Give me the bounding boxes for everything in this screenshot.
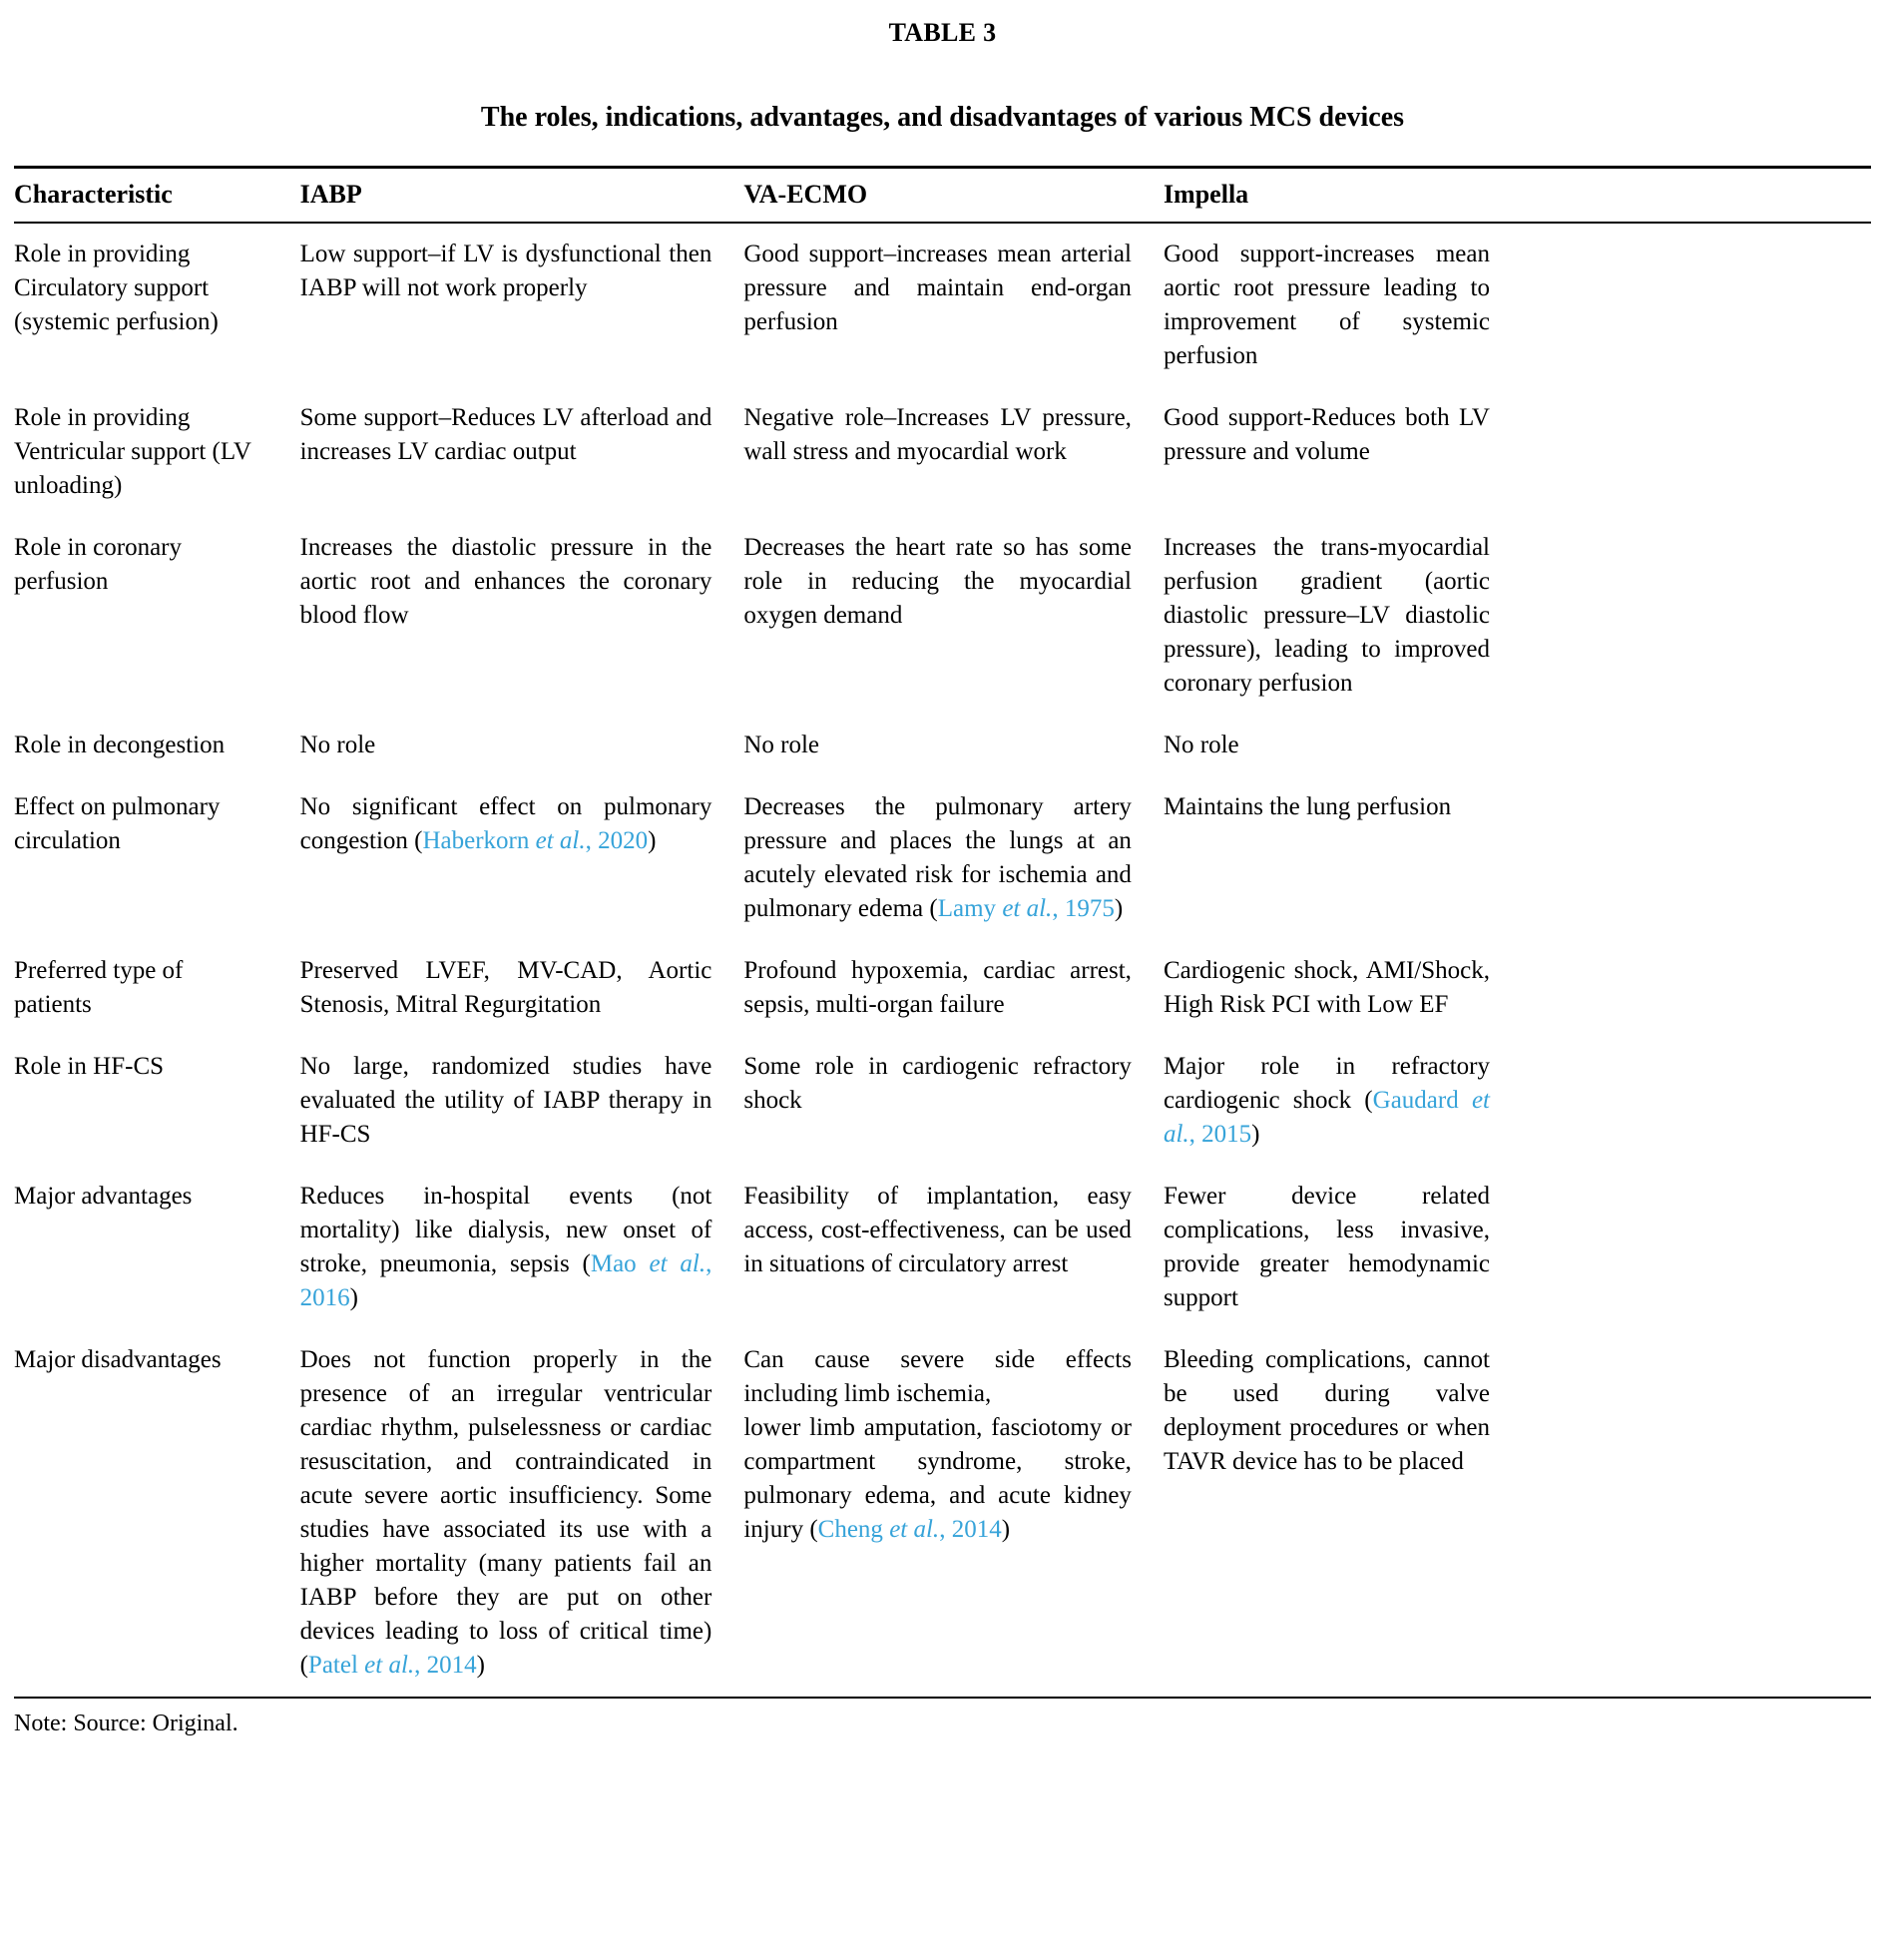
citation-link[interactable]: Lamy bbox=[937, 895, 1003, 923]
cell-va-ecmo: Profound hypoxemia, cardiac arrest, sepsis, multi-organ failure bbox=[743, 957, 1132, 1019]
citation-link[interactable]: Haberkorn bbox=[422, 827, 536, 855]
cell-characteristic: Role in HF-CS bbox=[14, 1053, 165, 1081]
cell-impella: Good support-Reduces both LV pressure and volume bbox=[1163, 404, 1490, 466]
table-row bbox=[14, 776, 1871, 940]
cell-va-ecmo: Decreases the heart rate so has some role in reducing the myocardial oxygen demand bbox=[743, 534, 1132, 630]
cell-impella: Fewer device related complications, less invasive, provide greater hemodynamic support bbox=[1163, 1183, 1490, 1312]
text-segment: No significant effect on pulmonary congestion ( bbox=[299, 793, 712, 855]
cell-iabp bbox=[300, 1166, 744, 1329]
cell-iabp: Some support–Reduces LV afterload and increases LV cardiac output bbox=[299, 404, 712, 466]
citation-link[interactable]: Patel bbox=[307, 1652, 365, 1680]
mcs-comparison-table bbox=[14, 166, 1871, 1699]
text-segment: Decreases the pulmonary artery pressure and places the lungs at an acutely elevated risk for ischemia and pulmonary edema ( bbox=[743, 793, 1132, 923]
cell-va-ecmo bbox=[743, 1329, 1164, 1698]
cell-characteristic: Major disadvantages bbox=[14, 1346, 222, 1374]
cell-iabp: Preserved LVEF, MV-CAD, Aortic Stenosis, Mitral Regurgitation bbox=[299, 957, 712, 1019]
text-segment: ) bbox=[349, 1284, 358, 1312]
table-row bbox=[14, 223, 1871, 387]
cell-va-ecmo: Negative role–Increases LV pressure, wall stress and myocardial work bbox=[743, 404, 1132, 466]
header-row bbox=[14, 168, 1871, 224]
table-row bbox=[14, 517, 1871, 715]
cell-characteristic: Major advantages bbox=[14, 1183, 193, 1211]
cell-characteristic: Role in providing Circulatory support (systemic perfusion) bbox=[14, 241, 219, 336]
citation-link[interactable]: et al. bbox=[1163, 1087, 1490, 1149]
cell-iabp bbox=[300, 1329, 744, 1698]
cell-characteristic: Role in coronary perfusion bbox=[14, 534, 183, 596]
cell-va-ecmo bbox=[743, 776, 1164, 940]
citation-link[interactable]: Cheng bbox=[817, 1516, 890, 1544]
text-segment: ) bbox=[648, 827, 657, 855]
table-row bbox=[14, 1329, 1871, 1698]
cell-iabp: No large, randomized studies have evaluated the utility of IABP therapy in HF-CS bbox=[299, 1053, 712, 1149]
column-header-impella: Impella bbox=[1164, 168, 1871, 224]
cell-characteristic: Effect on pulmonary circulation bbox=[14, 793, 221, 855]
table-row bbox=[14, 940, 1871, 1036]
table-label: TABLE 3 bbox=[888, 18, 997, 47]
table-row bbox=[14, 387, 1871, 517]
citation-link[interactable]: , 2016 bbox=[299, 1250, 712, 1312]
citation-link[interactable]: et al. bbox=[649, 1250, 707, 1278]
cell-va-ecmo: No role bbox=[743, 732, 820, 759]
cell-iabp: No role bbox=[299, 732, 376, 759]
table-row bbox=[14, 1166, 1871, 1329]
citation-link[interactable]: Gaudard bbox=[1372, 1087, 1472, 1115]
text-segment: Major role in refractory cardiogenic shock ( bbox=[1163, 1053, 1490, 1115]
citation-link[interactable]: , 2014 bbox=[939, 1516, 1002, 1544]
cell-impella: Maintains the lung perfusion bbox=[1163, 793, 1452, 821]
cell-va-ecmo: Some role in cardiogenic refractory shock bbox=[743, 1053, 1132, 1115]
cell-iabp: Increases the diastolic pressure in the aortic root and enhances the coronary blood flow bbox=[299, 534, 712, 630]
table-source-note: Note: Source: Original. bbox=[14, 1711, 238, 1737]
citation-link[interactable]: et al. bbox=[889, 1516, 940, 1544]
cell-characteristic: Role in providing Ventricular support (LV unloading) bbox=[14, 404, 251, 500]
cell-va-ecmo: Feasibility of implantation, easy access, cost-effectiveness, can be used in situations of circulatory arrest bbox=[743, 1183, 1132, 1278]
cell-impella: Bleeding complications, cannot be used during valve deployment procedures or when TAVR device has to be placed bbox=[1163, 1346, 1490, 1476]
table-row bbox=[14, 1036, 1871, 1166]
cell-characteristic: Role in decongestion bbox=[14, 732, 226, 759]
table-caption: The roles, indications, advantages, and disadvantages of various MCS devices bbox=[480, 102, 1405, 133]
text-segment: lower limb amputation, fasciotomy or compartment syndrome, stroke, pulmonary edema, and acute kidney injury ( bbox=[743, 1414, 1132, 1544]
citation-link[interactable]: et al. bbox=[535, 827, 586, 855]
citation-link[interactable]: , 2015 bbox=[1188, 1121, 1252, 1149]
text-segment: ) bbox=[1114, 895, 1124, 923]
column-header-iabp: IABP bbox=[300, 168, 744, 224]
citation-link[interactable]: et al. bbox=[1002, 895, 1053, 923]
cell-impella: Increases the trans-myocardial perfusion gradient (aortic diastolic pressure–LV diastolic pressure), leading to improved coronary perfusion bbox=[1163, 534, 1490, 698]
citation-link[interactable]: , 1975 bbox=[1052, 895, 1115, 923]
citation-link[interactable]: , 2020 bbox=[585, 827, 649, 855]
text-segment: ) bbox=[476, 1652, 485, 1680]
cell-impella: No role bbox=[1163, 732, 1239, 759]
table-row bbox=[14, 715, 1871, 776]
citation-link[interactable]: , 2014 bbox=[414, 1652, 477, 1680]
cell-iabp: Low support–if LV is dysfunctional then IABP will not work properly bbox=[299, 241, 712, 302]
cell-characteristic: Preferred type of patients bbox=[14, 957, 184, 1019]
text-segment: Can cause severe side effects including limb ischemia, bbox=[743, 1346, 1132, 1408]
text-segment: ) bbox=[1001, 1516, 1011, 1544]
text-segment: ) bbox=[1251, 1121, 1260, 1149]
text-segment: Reduces in-hospital events (not mortality) like dialysis, new onset of stroke, pneumonia, sepsis ( bbox=[299, 1183, 712, 1278]
cell-iabp bbox=[300, 776, 744, 940]
citation-link[interactable]: Mao bbox=[590, 1250, 650, 1278]
citation-link[interactable]: et al. bbox=[364, 1652, 415, 1680]
cell-impella bbox=[1164, 1036, 1871, 1166]
column-header-characteristic: Characteristic bbox=[14, 168, 300, 224]
cell-va-ecmo: Good support–increases mean arterial pressure and maintain end-organ perfusion bbox=[743, 241, 1132, 336]
cell-impella: Cardiogenic shock, AMI/Shock, High Risk PCI with Low EF bbox=[1163, 957, 1490, 1019]
cell-impella: Good support-increases mean aortic root pressure leading to improvement of systemic perfusion bbox=[1163, 241, 1490, 370]
column-header-va-ecmo: VA-ECMO bbox=[743, 168, 1164, 224]
text-segment: Does not function properly in the presence of an irregular ventricular cardiac rhythm, pulselessness or cardiac resuscitation, and contraindicated in acute severe aortic insufficiency. Some studies have associated its use with a higher mortality (many patients fail an IABP before they are put on other devices leading to loss of critical time) ( bbox=[299, 1346, 712, 1680]
